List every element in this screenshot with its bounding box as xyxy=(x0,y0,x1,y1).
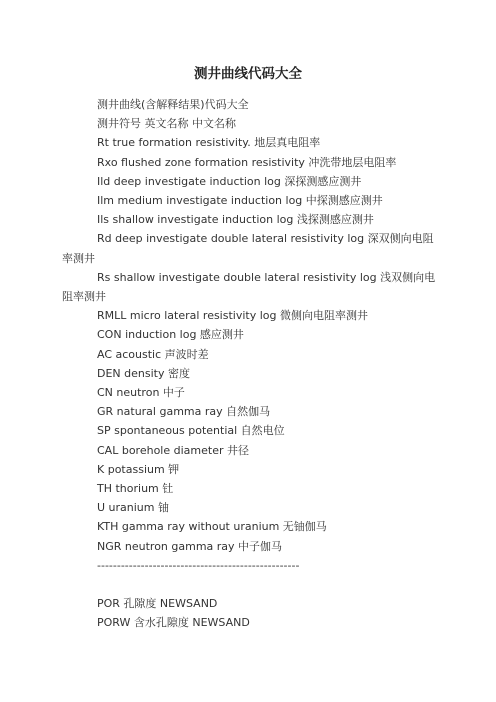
text-line: AC acoustic 声波时差 xyxy=(97,347,209,361)
text-line: Rxo flushed zone formation resistivity 冲洗带地层电阻率 xyxy=(97,155,397,169)
text-line: Rd deep investigate double lateral resistivity log 深双侧向电阻率测井 xyxy=(62,232,434,265)
text-line: Ilm medium investigate induction log 中探测感应测井 xyxy=(97,194,383,208)
text-line: SP spontaneous potential 自然电位 xyxy=(97,424,285,438)
text-line: RMLL micro lateral resistivity log 微侧向电阻率测井 xyxy=(97,309,368,323)
document-title: 测井曲线代码大全 xyxy=(194,66,302,82)
text-line: TH thorium 钍 xyxy=(97,482,174,496)
text-line: U uranium 铀 xyxy=(97,501,169,515)
text-line: CAL borehole diameter 井径 xyxy=(97,443,249,457)
text-line: DEN density 密度 xyxy=(97,366,190,380)
blank-line xyxy=(62,575,436,594)
document-body xyxy=(62,95,436,633)
text-line: Rs shallow investigate double lateral resistivity log 浅双侧向电阻率测井 xyxy=(62,270,436,304)
text-line: Ild deep investigate induction log 深探测感应测井 xyxy=(97,174,362,188)
text-line: POR 孔隙度 NEWSAND xyxy=(97,597,218,611)
text-line: CN neutron 中子 xyxy=(97,386,185,400)
text-line: PORW 含水孔隙度 NEWSAND xyxy=(97,616,250,630)
text-line: GR natural gamma ray 自然伽马 xyxy=(97,405,271,419)
text-line: K potassium 钾 xyxy=(97,462,180,476)
text-line: KTH gamma ray without uranium 无铀伽马 xyxy=(97,520,327,534)
text-line: CON induction log 感应测井 xyxy=(97,328,244,342)
text-line: 测井符号 英文名称 中文名称 xyxy=(97,117,236,131)
text-line: NGR neutron gamma ray 中子伽马 xyxy=(97,539,283,553)
text-line: 测井曲线(含解释结果)代码大全 xyxy=(97,98,249,111)
text-line: Ils shallow investigate induction log 浅探测感应测井 xyxy=(97,213,374,227)
separator-line: --------------------------------------------------- xyxy=(97,558,300,572)
text-line: Rt true formation resistivity. 地层真电阻率 xyxy=(97,136,321,150)
